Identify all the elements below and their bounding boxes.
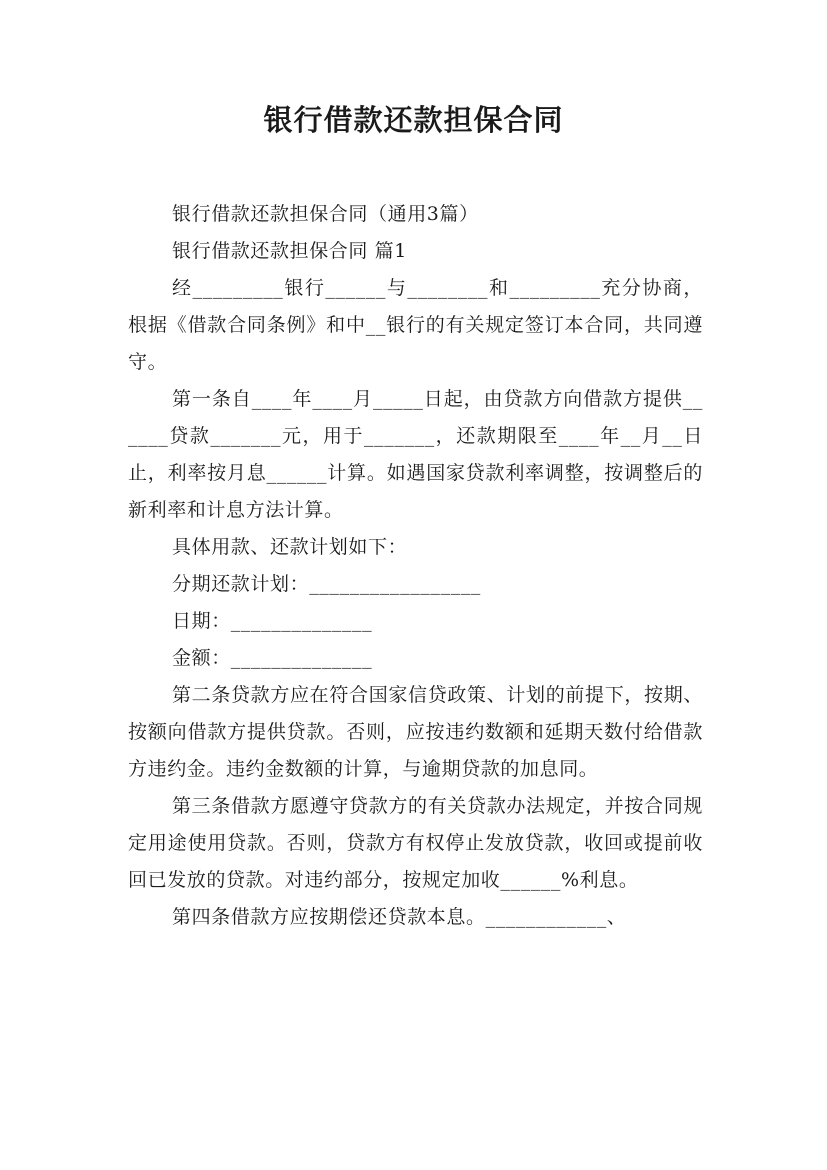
paragraph-plan-schedule: 分期还款计划：_________________ — [172, 573, 481, 595]
paragraph-preamble: 经_________银行______与________和_________充分协商，根据《借款合同条例》和中__银行的有关规定签订本合同，共同遵守。 — [128, 277, 703, 373]
paragraph-article-3: 第三条借款方愿遵守贷款方的有关贷款办法规定，并按合同规定用途使用贷款。否则，贷款方有权停止发放贷款，收回或提前收回已发放的贷款。对违约部分，按规定加收______%利息。 — [128, 795, 703, 891]
paragraph-plan-date: 日期：______________ — [172, 610, 373, 632]
paragraph-article-1: 第一条自____年____月_____日起，由贷款方向借款方提供______贷款_______元，用于_______，还款期限至____年__月__日止，利率按月息______计算。如遇国家贷款利率调整，按调整后的新利率和计息方法计算。 — [128, 388, 703, 521]
paragraph-section-heading: 银行借款还款担保合同 篇1 — [172, 240, 407, 262]
paragraph-article-4: 第四条借款方应按期偿还贷款本息。____________、 — [172, 906, 627, 928]
paragraph-plan-amount: 金额：______________ — [172, 647, 373, 669]
paragraph-article-2: 第二条贷款方应在符合国家信贷政策、计划的前提下，按期、按额向借款方提供贷款。否则，应按违约数额和延期天数付给借款方违约金。违约金数额的计算，与逾期贷款的加息同。 — [128, 684, 703, 780]
paragraph-subtitle: 银行借款还款担保合同（通用3篇） — [172, 203, 479, 225]
document-body — [128, 196, 703, 936]
paragraph-plan-intro: 具体用款、还款计划如下： — [172, 536, 408, 558]
document-title: 银行借款还款担保合同 — [263, 103, 564, 137]
